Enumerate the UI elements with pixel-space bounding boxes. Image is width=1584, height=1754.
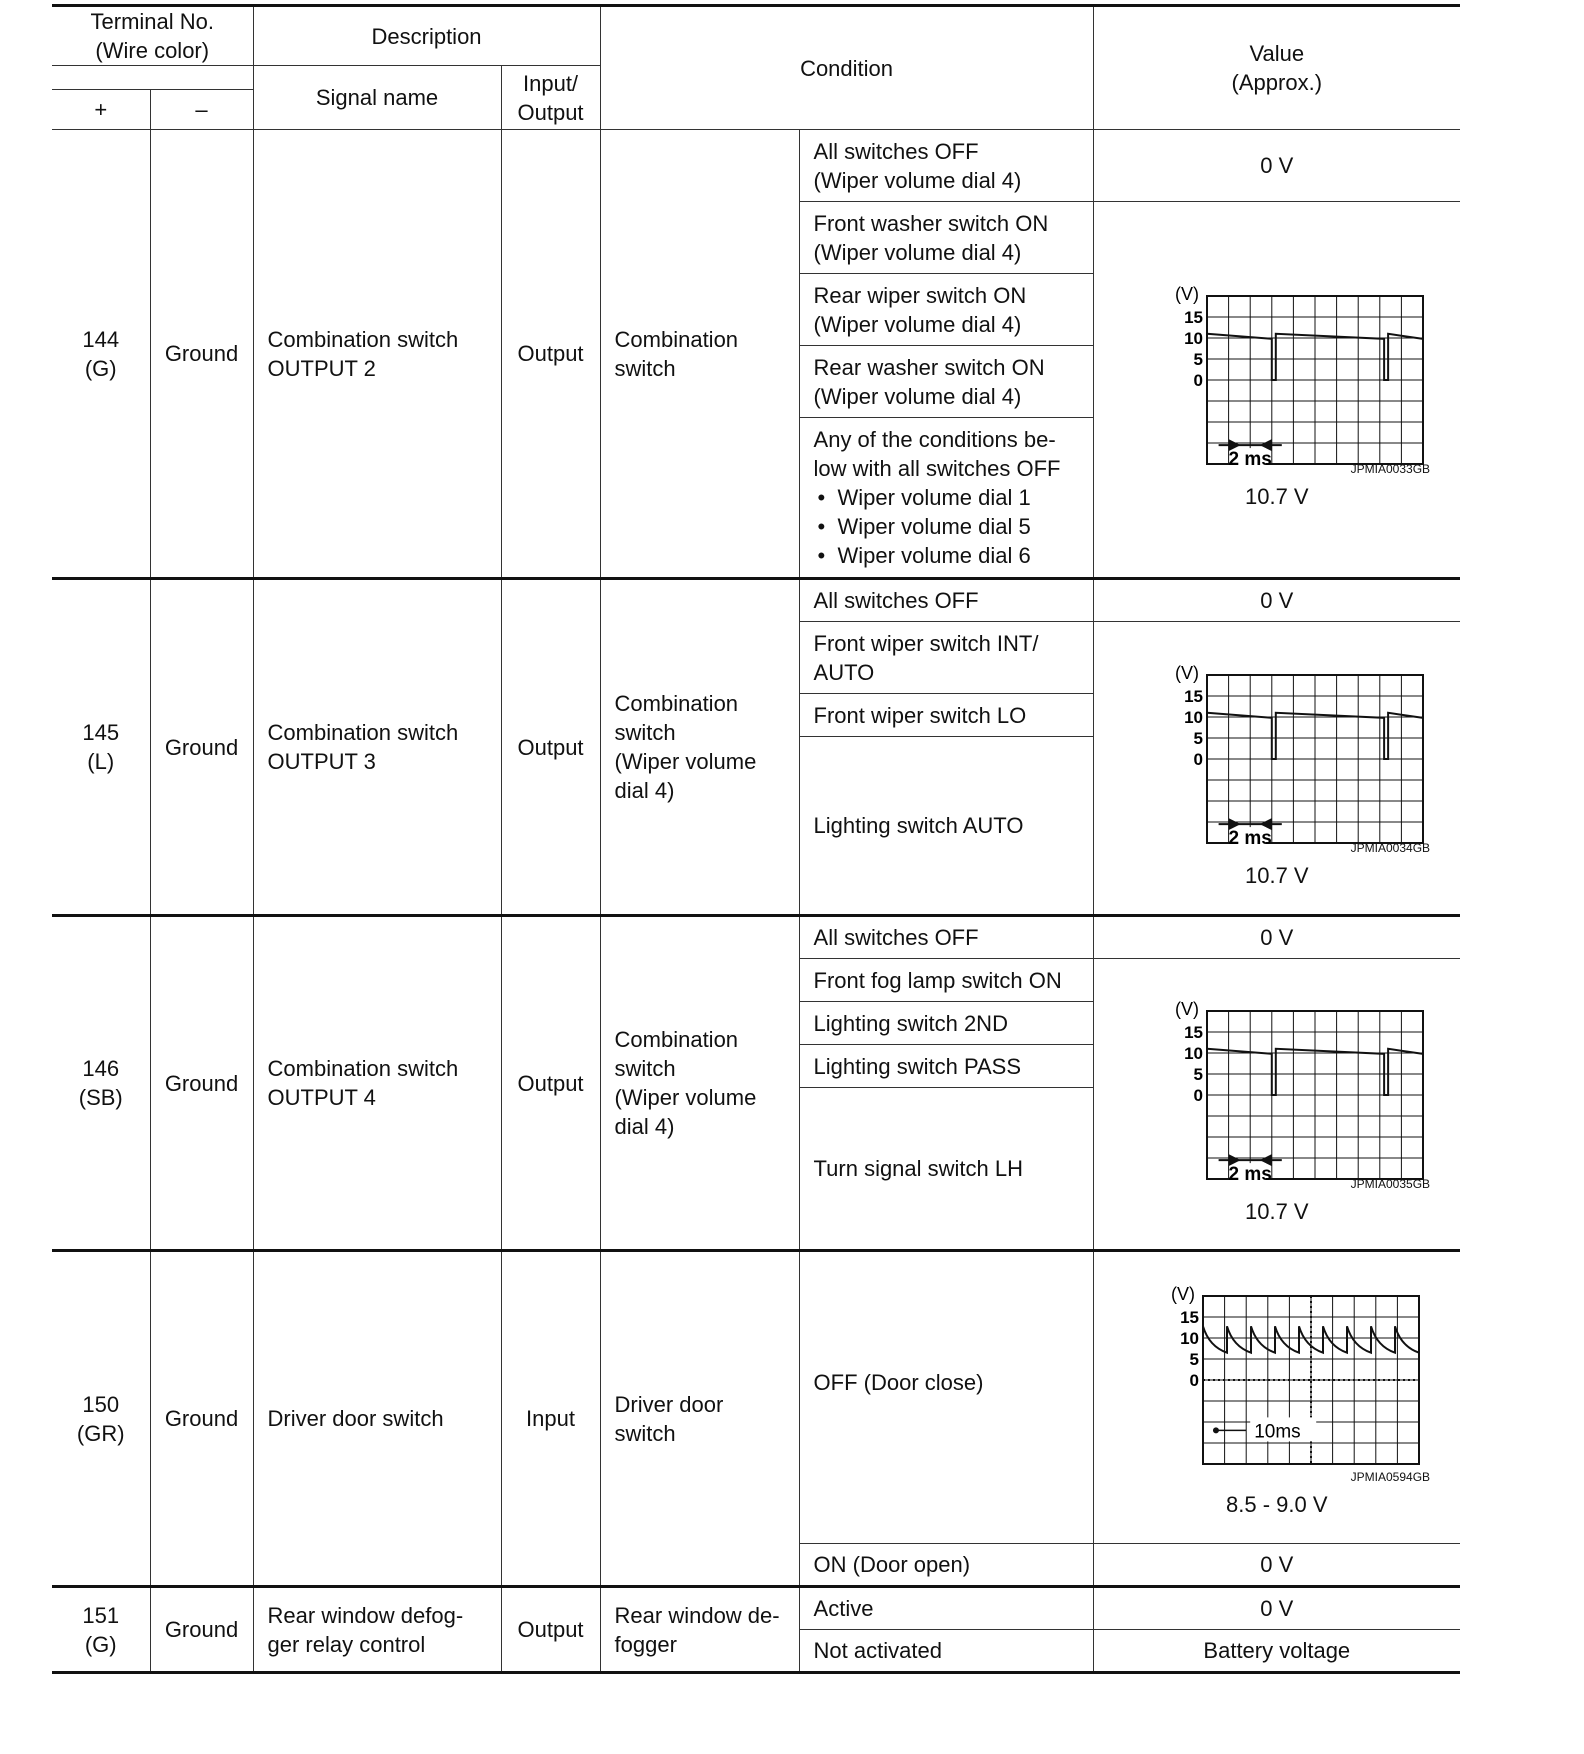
io-cell: Output bbox=[501, 579, 600, 916]
description-header: Description bbox=[253, 6, 600, 66]
condition-cell bbox=[799, 202, 1093, 274]
value-cell: 0 V bbox=[1093, 1544, 1460, 1587]
waveform-value: 10.7 V bbox=[1244, 1198, 1309, 1224]
input-output-header bbox=[501, 66, 600, 130]
axis-tick-label: 15 bbox=[1179, 1308, 1199, 1327]
axis-tick-label: 10 bbox=[1183, 329, 1203, 348]
wire-color: (G) bbox=[84, 355, 117, 381]
terminal-number: 146 bbox=[82, 1056, 120, 1081]
signal-name-cell bbox=[253, 916, 501, 1251]
condition-line: low with all switches OFF bbox=[813, 456, 1061, 481]
plus-header: + bbox=[52, 90, 150, 130]
io-cell: Output bbox=[501, 1587, 600, 1673]
condition-cell: All switches OFF bbox=[799, 579, 1093, 622]
terminal-cell bbox=[52, 1251, 150, 1587]
axis-tick-label: 0 bbox=[1193, 371, 1203, 390]
condition-cell: Not activated bbox=[799, 1630, 1093, 1673]
condition-line: Front washer switch ON bbox=[813, 210, 1049, 236]
condition-line: Rear window de- bbox=[614, 1602, 780, 1628]
condition-line: (Wiper volume dial 4) bbox=[813, 383, 1022, 409]
figure-id: JPMIA0035GB bbox=[1350, 1176, 1431, 1191]
condition-line: (Wiper volume dial 4) bbox=[813, 311, 1022, 337]
condition-main-cell bbox=[600, 1251, 799, 1587]
signal-line: Combination switch bbox=[267, 1056, 459, 1081]
approx-label: (Approx.) bbox=[1231, 70, 1323, 95]
list-item: • Wiper volume dial 5 bbox=[814, 512, 1087, 541]
time-label: 2 ms bbox=[1228, 1163, 1272, 1185]
value-cell: 0 V bbox=[1093, 916, 1460, 959]
axis-tick-label: 5 bbox=[1189, 1350, 1199, 1369]
waveform-value-cell bbox=[1093, 959, 1460, 1251]
condition-line: switch bbox=[614, 720, 676, 745]
condition-cell: Front wiper switch LO bbox=[799, 694, 1093, 737]
waveform-value-cell bbox=[1093, 202, 1460, 579]
condition-cell bbox=[799, 130, 1093, 202]
condition-line: AUTO bbox=[813, 659, 875, 685]
axis-tick-label: 5 bbox=[1193, 350, 1203, 369]
condition-cell: Lighting switch PASS bbox=[799, 1045, 1093, 1088]
waveform-value-cell bbox=[1093, 1251, 1460, 1544]
condition-line: dial 4) bbox=[614, 1114, 675, 1139]
terminal-number: 150 bbox=[82, 1391, 120, 1417]
figure-id: JPMIA0594GB bbox=[1350, 1470, 1431, 1484]
condition-line: switch bbox=[614, 1420, 676, 1446]
terminal-number: 145 bbox=[82, 720, 120, 745]
axis-tick-label: 15 bbox=[1183, 686, 1203, 706]
condition-main-cell bbox=[600, 916, 799, 1251]
condition-line: Driver door bbox=[614, 1391, 724, 1417]
terminal-number: 151 bbox=[82, 1602, 120, 1628]
condition-line: switch bbox=[614, 355, 676, 381]
axis-tick-label: 0 bbox=[1193, 1085, 1203, 1105]
condition-cell: ON (Door open) bbox=[799, 1544, 1093, 1587]
condition-cell bbox=[799, 418, 1093, 579]
value-cell: 0 V bbox=[1093, 130, 1460, 202]
condition-line: Rear wiper switch ON bbox=[813, 282, 1027, 308]
value-cell: 0 V bbox=[1093, 579, 1460, 622]
time-label: 10ms bbox=[1253, 1421, 1301, 1443]
axis-tick-label: 10 bbox=[1183, 1043, 1203, 1063]
signal-name-cell bbox=[253, 579, 501, 916]
axis-tick-label: 10 bbox=[1183, 707, 1203, 727]
waveform-value: 8.5 - 9.0 V bbox=[1226, 1492, 1328, 1517]
waveform-value: 10.7 V bbox=[1244, 862, 1309, 888]
ground-cell: Ground bbox=[150, 130, 253, 579]
signal-line: OUTPUT 3 bbox=[267, 749, 376, 774]
header-row bbox=[52, 6, 1460, 66]
figure-id: JPMIA0034GB bbox=[1350, 840, 1431, 855]
axis-tick-label: 0 bbox=[1193, 749, 1203, 769]
condition-line: (Wiper volume bbox=[614, 749, 757, 774]
condition-main-cell bbox=[600, 579, 799, 916]
table-row bbox=[52, 130, 1460, 202]
signal-name-cell bbox=[253, 130, 501, 579]
condition-cell bbox=[799, 274, 1093, 346]
table-row bbox=[52, 579, 1460, 622]
condition-line: Combination bbox=[614, 326, 739, 352]
io-cell: Input bbox=[501, 1251, 600, 1587]
time-label: 2 ms bbox=[1228, 827, 1272, 849]
condition-line: (Wiper volume bbox=[614, 1085, 757, 1110]
input-output-label-2: Output bbox=[517, 99, 584, 125]
minus-header: – bbox=[150, 90, 253, 130]
condition-cell: Active bbox=[799, 1587, 1093, 1630]
signal-name-cell: Driver door switch bbox=[253, 1251, 501, 1587]
condition-cell: All switches OFF bbox=[799, 916, 1093, 959]
axis-unit: (V) bbox=[1174, 998, 1199, 1019]
io-cell: Output bbox=[501, 130, 600, 579]
condition-line: Combination bbox=[614, 691, 739, 716]
table-row bbox=[52, 916, 1460, 959]
table-row bbox=[52, 1587, 1460, 1630]
signal-name-cell bbox=[253, 1587, 501, 1673]
condition-line: switch bbox=[614, 1056, 676, 1081]
time-label: 2 ms bbox=[1228, 449, 1272, 471]
condition-line: Front wiper switch INT/ bbox=[813, 630, 1039, 656]
terminal-cell bbox=[52, 1587, 150, 1673]
value-cell: 0 V bbox=[1093, 1587, 1460, 1630]
condition-main-cell bbox=[600, 130, 799, 579]
condition-line: (Wiper volume dial 4) bbox=[813, 239, 1022, 265]
axis-tick-label: 10 bbox=[1179, 1329, 1199, 1348]
terminal-cell bbox=[52, 916, 150, 1251]
io-cell: Output bbox=[501, 916, 600, 1251]
condition-main-cell bbox=[600, 1587, 799, 1673]
signal-line: OUTPUT 2 bbox=[267, 355, 376, 381]
ground-cell: Ground bbox=[150, 579, 253, 916]
terminal-spec-table bbox=[52, 4, 1460, 1674]
waveform-150 bbox=[1127, 1276, 1427, 1466]
wire-color: (L) bbox=[87, 749, 115, 774]
axis-tick-label: 15 bbox=[1183, 1022, 1203, 1042]
value-header bbox=[1093, 6, 1460, 130]
condition-line: (Wiper volume dial 4) bbox=[813, 167, 1022, 193]
axis-tick-label: 5 bbox=[1193, 728, 1203, 748]
signal-line: ger relay control bbox=[267, 1631, 426, 1657]
list-item: • Wiper volume dial 6 bbox=[814, 541, 1087, 570]
condition-cell: Lighting switch AUTO bbox=[799, 737, 1093, 916]
axis-tick-label: 15 bbox=[1183, 308, 1203, 327]
terminal-cell bbox=[52, 130, 150, 579]
ground-cell: Ground bbox=[150, 916, 253, 1251]
list-item: • Wiper volume dial 1 bbox=[814, 483, 1087, 512]
condition-cell: Turn signal switch LH bbox=[799, 1088, 1093, 1251]
axis-tick-label: 5 bbox=[1193, 1064, 1203, 1084]
ground-cell: Ground bbox=[150, 1587, 253, 1673]
time-marker-dot bbox=[1213, 1427, 1219, 1433]
condition-cell: Front fog lamp switch ON bbox=[799, 959, 1093, 1002]
table-row bbox=[52, 1251, 1460, 1544]
condition-line: Any of the conditions be- bbox=[813, 427, 1056, 452]
value-label: Value bbox=[1249, 41, 1305, 66]
condition-bullets bbox=[814, 483, 1087, 570]
wire-color: (G) bbox=[84, 1631, 117, 1657]
value-cell: Battery voltage bbox=[1093, 1630, 1460, 1673]
waveform-value-cell bbox=[1093, 622, 1460, 916]
wire-color: (GR) bbox=[76, 1420, 125, 1446]
signal-line: Combination switch bbox=[267, 720, 459, 745]
wire-color: (SB) bbox=[78, 1085, 123, 1110]
signal-line: Rear window defog- bbox=[267, 1602, 464, 1628]
waveform-value: 10.7 V bbox=[1244, 484, 1309, 509]
axis-tick-label: 0 bbox=[1189, 1371, 1199, 1390]
axis-unit: (V) bbox=[1174, 284, 1199, 304]
terminal-no-label: Terminal No. bbox=[90, 9, 214, 34]
condition-header: Condition bbox=[600, 6, 1093, 130]
figure-id: JPMIA0033GB bbox=[1350, 462, 1431, 476]
signal-line: Combination switch bbox=[267, 326, 459, 352]
terminal-cell bbox=[52, 579, 150, 916]
wire-color-label: (Wire color) bbox=[95, 38, 210, 63]
condition-cell bbox=[799, 622, 1093, 694]
signal-name-header: Signal name bbox=[253, 66, 501, 130]
condition-cell bbox=[799, 346, 1093, 418]
terminal-no-header bbox=[52, 6, 253, 66]
signal-line: OUTPUT 4 bbox=[267, 1085, 376, 1110]
condition-cell: Lighting switch 2ND bbox=[799, 1002, 1093, 1045]
input-output-label-1: Input/ bbox=[523, 70, 579, 96]
condition-line: Rear washer switch ON bbox=[813, 354, 1045, 380]
condition-line: dial 4) bbox=[614, 778, 675, 803]
axis-unit: (V) bbox=[1170, 1284, 1195, 1304]
axis-unit: (V) bbox=[1174, 662, 1199, 683]
condition-cell: OFF (Door close) bbox=[799, 1251, 1093, 1544]
condition-line: All switches OFF bbox=[813, 138, 979, 164]
ground-cell: Ground bbox=[150, 1251, 253, 1587]
terminal-number: 144 bbox=[82, 326, 120, 352]
condition-line: Combination bbox=[614, 1027, 739, 1052]
condition-line: fogger bbox=[614, 1631, 677, 1657]
